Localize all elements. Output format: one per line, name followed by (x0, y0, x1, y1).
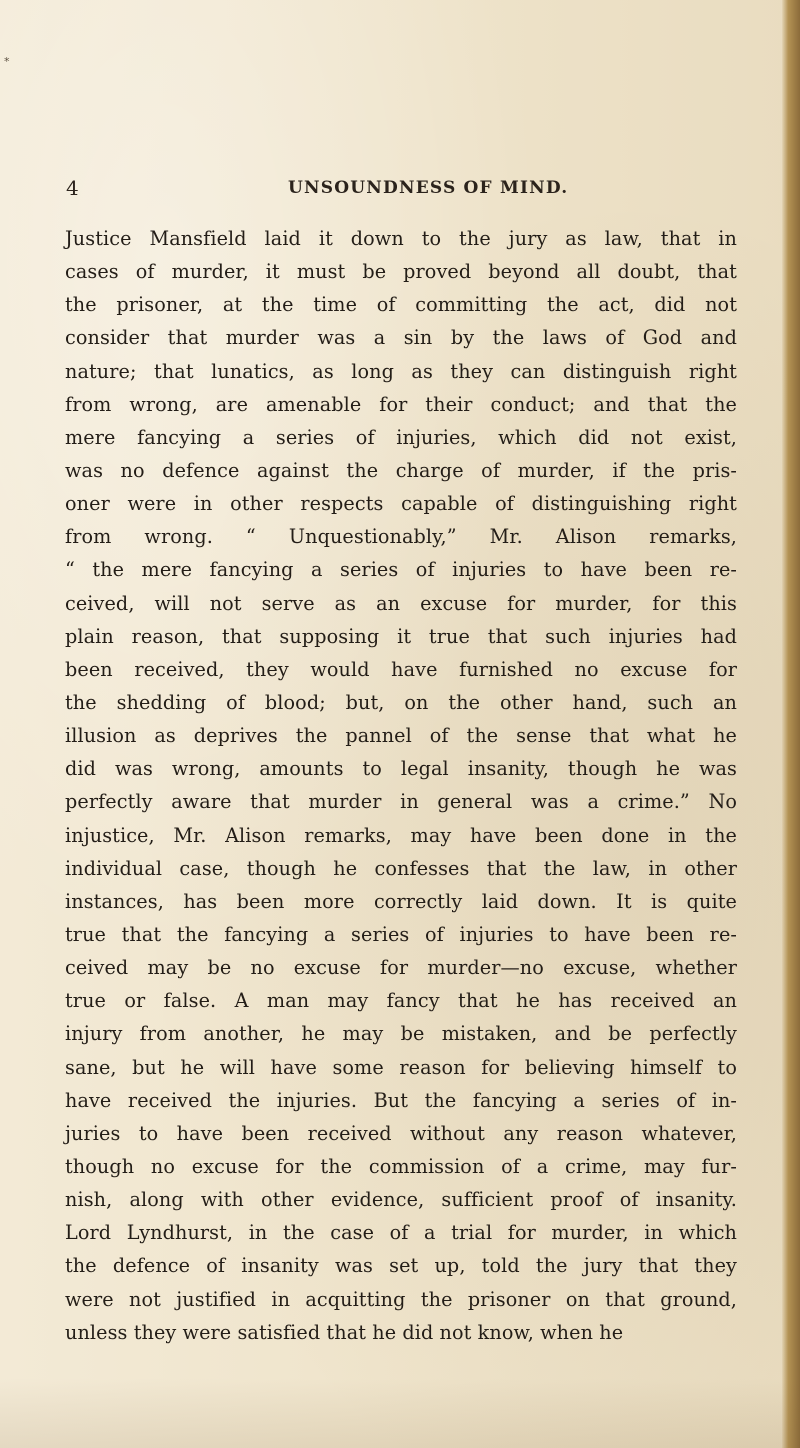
text-line: injustice, Mr. Alison remarks, may have been done in the (65, 823, 737, 847)
text-line: juries to have been received without any reason whatever, (65, 1121, 737, 1145)
text-line: the prisoner, at the time of committing the act, did not (65, 293, 737, 317)
page-shadow (0, 1378, 800, 1448)
text-line: plain reason, that supposing it true that such injuries had (65, 624, 737, 648)
text-line: Justice Mansfield laid it down to the jury as law, that in (65, 227, 737, 250)
text-line: Lord Lyndhurst, in the case of a trial for murder, in which (65, 1221, 737, 1245)
text-line: though no excuse for the commission of a crime, may fur- (65, 1154, 737, 1178)
text-line: the defence of insanity was set up, told the jury that they (65, 1254, 737, 1278)
text-line: from wrong. “ Unquestionably,” Mr. Alison remarks, (65, 525, 737, 549)
text-line: injury from another, he may be mistaken, and be perfectly (65, 1022, 737, 1046)
text-line: oner were in other respects capable of distinguishing right (65, 492, 737, 516)
text-line: individual case, though he confesses that the law, in other (65, 856, 737, 880)
text-line: consider that murder was a sin by the laws of God and (65, 326, 737, 350)
text-line: sane, but he will have some reason for believing himself to (65, 1055, 737, 1079)
text-line: been received, they would have furnished no excuse for (65, 657, 737, 681)
text-line: was no defence against the charge of murder, if the pris- (65, 458, 737, 482)
text-line: “ the mere fancying a series of injuries to have been re- (65, 558, 737, 582)
text-line: were not justified in acquitting the prisoner on that ground, (65, 1287, 737, 1311)
text-line: true that the fancying a series of injuries to have been re- (65, 922, 737, 946)
text-line: the shedding of blood; but, on the other hand, such an (65, 690, 737, 714)
text-line: have received the injuries. But the fancying a series of in- (65, 1088, 737, 1112)
text-line: did was wrong, amounts to legal insanity, though he was (65, 757, 737, 781)
text-line: nish, along with other evidence, sufficient proof of insanity. (65, 1188, 737, 1212)
text-line: ceived may be no excuse for murder—no excuse, whether (65, 956, 737, 980)
text-line: instances, has been more correctly laid down. It is quite (65, 889, 737, 913)
page-number: 4 (66, 176, 80, 200)
text-line: perfectly aware that murder in general was a crime.” No (65, 790, 737, 814)
text-line: mere fancying a series of injuries, which did not exist, (65, 425, 737, 449)
text-line: ceived, will not serve as an excuse for murder, for this (65, 591, 737, 615)
body-text (65, 222, 737, 1349)
text-line: nature; that lunatics, as long as they can distinguish right (65, 359, 737, 383)
text-line: unless they were satisfied that he did not know, when he (65, 1320, 624, 1344)
page-edge (782, 0, 800, 1448)
text-line: from wrong, are amenable for their conduct; and that the (65, 392, 737, 416)
text-line: illusion as deprives the pannel of the sense that what he (65, 724, 737, 748)
running-head: UNSOUNDNESS OF MIND. (288, 178, 569, 198)
text-line: cases of murder, it must be proved beyond all doubt, that (65, 260, 737, 284)
text-line: true or false. A man may fancy that he has received an (65, 989, 737, 1013)
margin-mark: * (4, 55, 10, 68)
